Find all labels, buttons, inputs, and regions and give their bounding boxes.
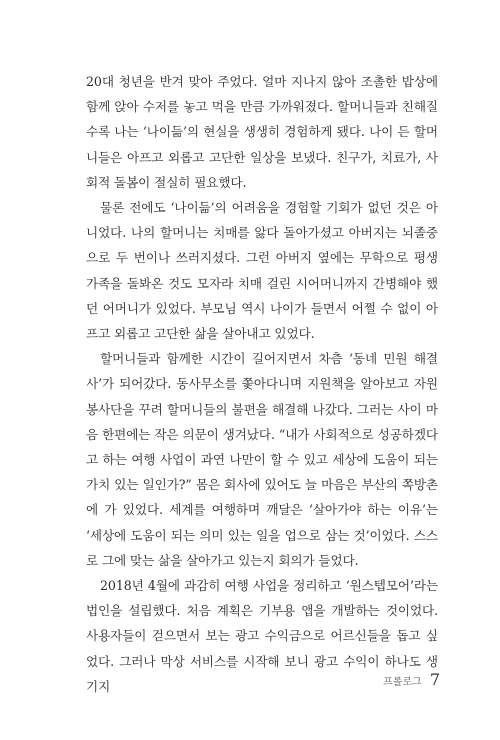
page-number: 7 [429,670,440,689]
running-title: 프롤로그 [383,677,422,688]
body-text [86,69,438,699]
paragraph: 20대 청년을 반겨 맞아 주었다. 얼마 지나지 않아 조촐한 밥상에 함께 앉아 수저를 놓고 먹을 만큼 가까워졌다. 할머니들과 친해질수록 나는 ‘나이듦’의 현실을 생생히 경험하게 됐다. 나이 든 할머니들은 아프고 외롭고 고단한 일상을 보냈다. 친구가, 치료가, 사회적 돌봄이 절실히 필요했다. [86,74,438,190]
paragraph: 2018년 4월에 과감히 여행 사업을 정리하고 ‘원스텝모어’라는 법인을 설립했다. 처음 계획은 기부용 앱을 개발하는 것이었다. 사용자들이 걷으면서 보는 광고 수익금으로 어르신들을 돕고 싶었다. 그러나 막상 서비스를 시작해 보니 광고 수익이 하나도 생기지 [86,578,438,694]
paragraph: 할머니들과 함께한 시간이 길어지면서 차츰 ‘동네 민원 해결사’가 되어갔다. 동사무소를 쫓아다니며 지원책을 알아보고 자원봉사단을 꾸려 할머니들의 불편을 해결해 나갔다. 그러는 사이 마음 한편에는 작은 의문이 생겨났다. “내가 사회적으로 성공하겠다고 하는 여행 사업이 과연 나만이 할 수 있고 세상에 도움이 되는 가치 있는 일인가?” 몸은 회사에 있어도 늘 마음은 부산의 쪽방촌에 가 있었다. 세계를 여행하며 깨달은 ‘살아가야 하는 이유’는 ‘세상에 도움이 되는 의미 있는 일을 업으로 삼는 것’이었다. 스스로 그에 맞는 삶을 살아가고 있는지 회의가 들었다. [86,351,438,568]
page-footer [340,670,440,689]
paragraph: 물론 전에도 ‘나이듦’의 어려움을 경험할 기회가 없던 것은 아니었다. 나의 할머니는 치매를 앓다 돌아가셨고 아버지는 뇌졸중으로 두 번이나 쓰러지셨다. 그런 아버지 옆에는 무학으로 평생 가족을 돌봐온 것도 모자라 치매 걸린 시어머니까지 간병해야 했던 어머니가 있었다. 부모님 역시 나이가 들면서 어쩔 수 없이 아프고 외롭고 고단한 삶을 살아내고 있었다. [86,200,438,342]
